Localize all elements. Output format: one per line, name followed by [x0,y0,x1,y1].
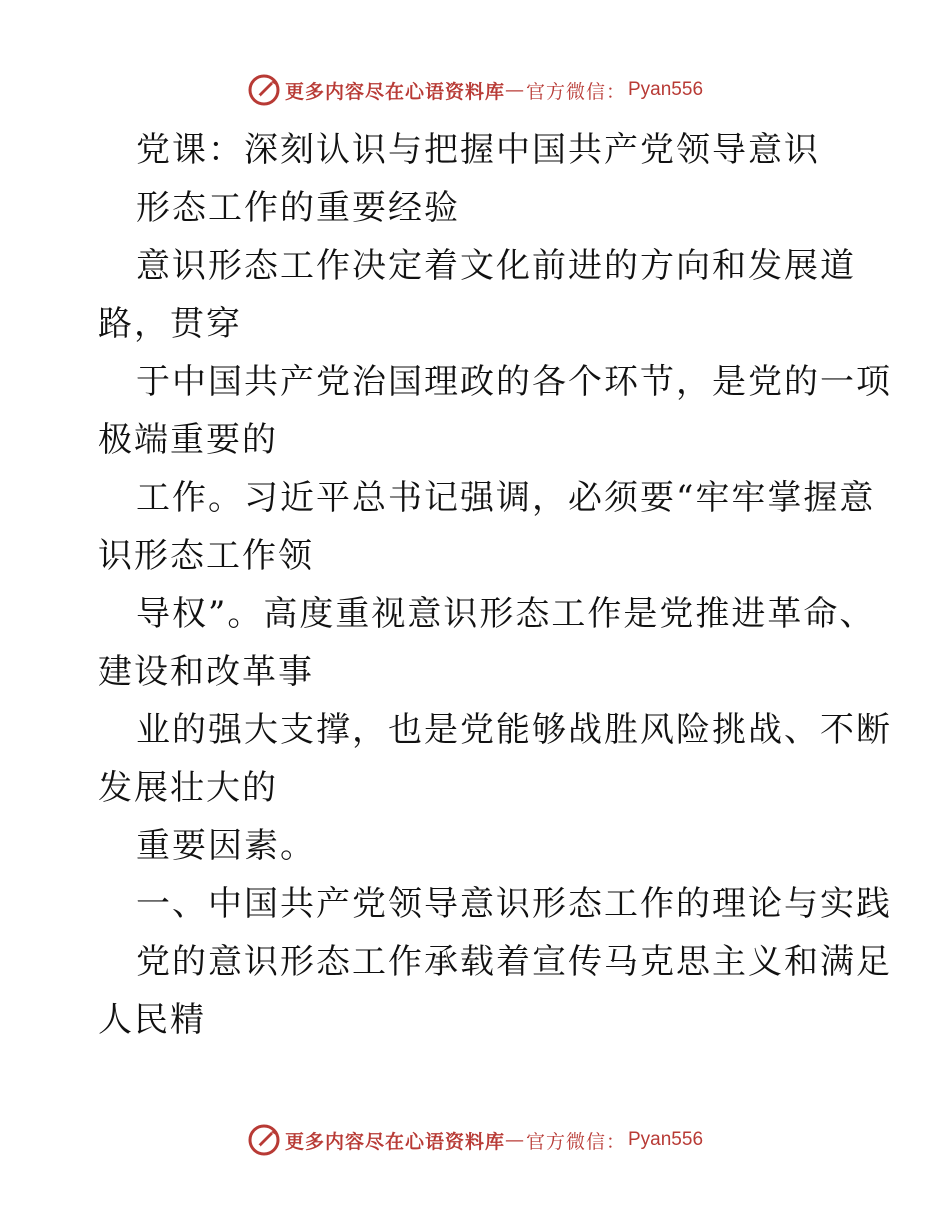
banner-wechat-id: Pyan556 [628,1129,704,1150]
title-line-1: 党课：深刻认识与把握中国共产党领导意识 [136,130,820,170]
banner-dash: — [504,79,524,101]
paragraph-line: 重要因素。 [136,826,316,866]
paragraph-line: 识形态工作领 [98,536,314,576]
banner-site-text: 更多内容尽在心语资料库 [284,80,505,103]
banner-wechat-id: Pyan556 [628,79,704,100]
paragraph-line: 建设和改革事 [98,652,314,692]
banner-official-label: 官方微信： [525,1130,626,1153]
paragraph-line: 意识形态工作决定着文化前进的方向和发展道 [136,246,856,286]
paragraph-line: 导权”。高度重视意识形态工作是党推进革命、 [136,594,876,634]
paragraph-line: 人民精 [98,1000,206,1040]
paragraph-line: 党的意识形态工作承载着宣传马克思主义和满足 [136,942,892,982]
paragraph-line: 极端重要的 [98,420,278,460]
banner-official-label: 官方微信： [525,80,626,103]
title-line-2: 形态工作的重要经验 [136,188,460,228]
paragraph-line: 工作。习近平总书记强调，必须要“牢牢掌握意 [136,478,876,518]
quill-pen-logo-icon [247,1123,281,1157]
quill-pen-logo-icon [247,73,281,107]
banner-dash: — [504,1129,524,1151]
paragraph-line: 于中国共产党治国理政的各个环节，是党的一项 [136,362,892,402]
paragraph-line: 业的强大支撑，也是党能够战胜风险挑战、不断 [136,710,892,750]
header-banner [0,70,950,110]
section-heading: 一、中国共产党领导意识形态工作的理论与实践 [136,884,892,924]
paragraph-line: 发展壮大的 [98,768,278,808]
paragraph-line: 路，贯穿 [98,304,242,344]
document-body [98,121,892,1049]
footer-banner [0,1120,950,1160]
banner-site-text: 更多内容尽在心语资料库 [284,1130,505,1153]
